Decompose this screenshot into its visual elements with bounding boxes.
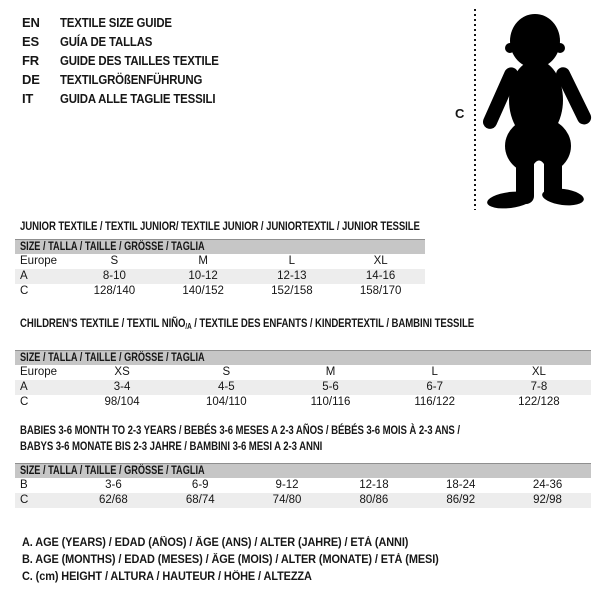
- language-title: GUIDA ALLE TAGLIE TESSILI: [60, 91, 216, 106]
- table-row-age: [15, 380, 591, 395]
- childrens-size-table: [15, 350, 591, 410]
- size-cell: XL: [373, 255, 388, 267]
- height-cell: 140/152: [182, 285, 224, 297]
- childrens-section-title: CHILDREN'S TEXTILE / TEXTIL $NIÑO_{/A}$ / TEXTILE DES ENFANTS / KINDERTEXTIL / BAMBINI TESSILE: [20, 316, 475, 331]
- footnote-b: B. AGE (MONTHS) / EDAD (MESES) / ÂGE (MOIS) / ALTER (MONATE) / ETÀ (MESI): [22, 554, 439, 566]
- height-cell: 98/104: [104, 396, 140, 408]
- height-cell: 116/122: [414, 396, 456, 408]
- age-cell: 7-8: [530, 381, 548, 393]
- language-row-es: [22, 32, 240, 51]
- row-label: C: [20, 494, 29, 506]
- row-label: C: [20, 285, 29, 297]
- babies-textile-section: [15, 422, 591, 508]
- height-cell: 128/140: [93, 285, 136, 297]
- size-cell: S: [110, 255, 119, 267]
- size-table-header: SIZE / TALLA / TAILLE / GRÖSSE / TAGLIA: [15, 350, 591, 365]
- babies-section-title-line2: BABYS 3-6 MONATE BIS 2-3 JAHRE / BAMBINI 3-6 MESI A 2-3 ANNI: [20, 439, 323, 453]
- size-cell: XL: [531, 366, 546, 378]
- height-measure-dotted-line: [474, 9, 476, 210]
- table-row-europe: [15, 254, 425, 269]
- size-cell: S: [222, 366, 231, 378]
- table-row-height: [15, 493, 591, 508]
- table-row-height: [15, 395, 591, 410]
- height-measure-label: C: [455, 106, 465, 121]
- height-cell: 158/170: [359, 285, 402, 297]
- months-cell: 6-9: [191, 479, 209, 491]
- language-row-it: [22, 89, 240, 108]
- size-table-header: SIZE / TALLA / TAILLE / GRÖSSE / TAGLIA: [15, 239, 425, 254]
- age-cell: 3-4: [113, 381, 131, 393]
- junior-textile-section: [15, 220, 520, 299]
- table-row-height: [15, 284, 425, 299]
- table-row-months: [15, 478, 591, 493]
- babies-size-table: [15, 463, 591, 508]
- height-cell: 80/86: [359, 494, 389, 506]
- row-label: Europe: [20, 255, 58, 267]
- age-cell: 8-10: [102, 270, 126, 282]
- height-cell: 86/92: [446, 494, 476, 506]
- age-cell: 12-13: [277, 270, 307, 282]
- language-title: GUIDE DES TAILLES TEXTILE: [60, 53, 219, 68]
- language-code: ES: [22, 34, 39, 49]
- size-cell: XS: [114, 366, 130, 378]
- baby-silhouette-icon: [483, 12, 595, 210]
- age-cell: 14-16: [365, 270, 396, 282]
- months-cell: 12-18: [359, 479, 389, 491]
- size-cell: L: [431, 366, 438, 378]
- babies-section-title-line1: BABIES 3-6 MONTH TO 2-3 YEARS / BEBÉS 3-6 MESES A 2-3 AÑOS / BÉBÉS 3-6 MOIS À 2-3 ANS /: [20, 423, 460, 437]
- table-row-age: [15, 269, 425, 284]
- language-code: EN: [22, 15, 40, 30]
- size-cell: L: [288, 255, 296, 267]
- language-code: DE: [22, 72, 40, 87]
- row-label: A: [20, 381, 28, 393]
- language-code: FR: [22, 53, 39, 68]
- height-cell: 68/74: [185, 494, 215, 506]
- footnote-legend: [22, 535, 461, 586]
- footnote-c: C. (cm) HEIGHT / ALTURA / HAUTEUR / HÖHE / ALTEZZA: [22, 571, 312, 583]
- age-cell: 5-6: [322, 381, 339, 393]
- row-label: Europe: [20, 366, 58, 378]
- language-title: TEXTILGRÖßENFÜHRUNG: [60, 72, 203, 87]
- height-cell: 62/68: [99, 494, 128, 506]
- language-row-de: [22, 70, 240, 89]
- footnote-a: A. AGE (YEARS) / EDAD (AÑOS) / ÂGE (ANS) / ALTER (JAHRE) / ETÀ (ANNI): [22, 537, 409, 549]
- junior-size-table: [15, 239, 425, 299]
- months-cell: 18-24: [446, 479, 476, 491]
- height-cell: 104/110: [205, 396, 247, 408]
- months-cell: 3-6: [105, 479, 122, 491]
- months-cell: 24-36: [532, 479, 563, 491]
- months-cell: 9-12: [275, 479, 299, 491]
- language-title: GUÍA DE TALLAS: [60, 34, 153, 49]
- row-label: A: [20, 270, 28, 282]
- language-row-en: [22, 13, 240, 32]
- age-cell: 4-5: [217, 381, 235, 393]
- size-cell: M: [325, 366, 336, 378]
- age-cell: 6-7: [426, 381, 444, 393]
- height-cell: 92/98: [533, 494, 562, 506]
- table-row-europe: [15, 365, 591, 380]
- language-row-fr: [22, 51, 240, 70]
- size-table-header: SIZE / TALLA / TAILLE / GRÖSSE / TAGLIA: [15, 463, 591, 478]
- size-cell: M: [198, 255, 208, 267]
- language-title: TEXTILE SIZE GUIDE: [60, 15, 172, 30]
- language-code: IT: [22, 91, 34, 106]
- childrens-textile-section: [15, 317, 591, 410]
- row-label: B: [20, 479, 28, 491]
- subscript-text: /A: [185, 322, 192, 331]
- height-cell: 74/80: [272, 494, 302, 506]
- height-cell: 122/128: [518, 396, 560, 408]
- junior-section-title: JUNIOR TEXTILE / TEXTIL JUNIOR/ TEXTILE JUNIOR / JUNIORTEXTIL / JUNIOR TESSILE: [20, 219, 420, 233]
- row-label: C: [20, 396, 29, 408]
- age-cell: 10-12: [188, 270, 218, 282]
- height-cell: 110/116: [310, 396, 351, 408]
- height-cell: 152/158: [271, 285, 313, 297]
- language-title-list: [22, 13, 240, 108]
